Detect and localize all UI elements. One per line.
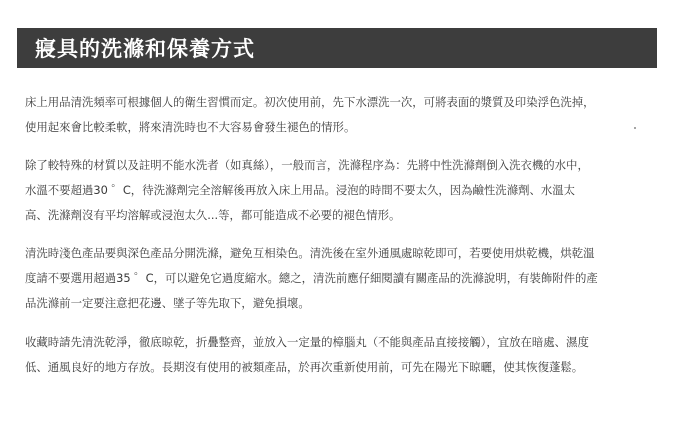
- paragraph-line: 收藏時請先清洗乾淨，徹底晾乾，折疊整齊，並放入一定量的樟腦丸（不能與產品直接接觸），宜放在暗處、濕度: [25, 335, 589, 349]
- paragraph-line: 低、通風良好的地方存放。長期沒有使用的被類產品，於再次重新使用前，可先在陽光下晾曬，使其恢復蓬鬆。: [25, 360, 584, 374]
- paragraph-line: 清洗時淺色產品要與深色產品分開洗滌，避免互相染色。清洗後在室外通風處晾乾即可，若要使用烘乾機，烘乾溫: [25, 246, 595, 260]
- title-bar: [17, 28, 657, 68]
- paragraph-line: 度請不要選用超過35 ゜C，可以避免它過度縮水。總之，清洗前應仔細閱讀有關產品的洗滌說明，有裝飾附件的產: [25, 271, 598, 285]
- paragraph-line: 使用起來會比較柔軟，將來清洗時也不大容易會發生褪色的情形。: [25, 120, 356, 134]
- paragraph-color-separation: [25, 241, 657, 316]
- decorative-dot: [634, 127, 636, 129]
- paragraph-line: 品洗滌前一定要注意把花邊、墜子等先取下，避免損壞。: [25, 296, 310, 310]
- paragraph-line: 高、洗滌劑沒有平均溶解或浸泡太久...等，都可能造成不必要的褪色情形。: [25, 208, 401, 222]
- paragraph-line: 水溫不要超過30 ゜C，待洗滌劑完全溶解後再放入床上用品。浸泡的時間不要太久，因為鹼性洗滌劑、水溫太: [25, 183, 576, 197]
- paragraph-washing-procedure: [25, 153, 657, 228]
- paragraph-initial-wash: [25, 90, 657, 140]
- paragraph-storage: [25, 330, 657, 380]
- paragraph-line: 床上用品清洗頻率可根據個人的衛生習慣而定。初次使用前，先下水漂洗一次，可將表面的漿質及印染浮色洗掉，: [25, 95, 595, 109]
- page-title: 寢具的洗滌和保養方式: [35, 37, 255, 61]
- paragraph-line: 除了較特殊的材質以及註明不能水洗者（如真絲），一般而言，洗滌程序為：先將中性洗滌劑倒入洗衣機的水中，: [25, 158, 589, 172]
